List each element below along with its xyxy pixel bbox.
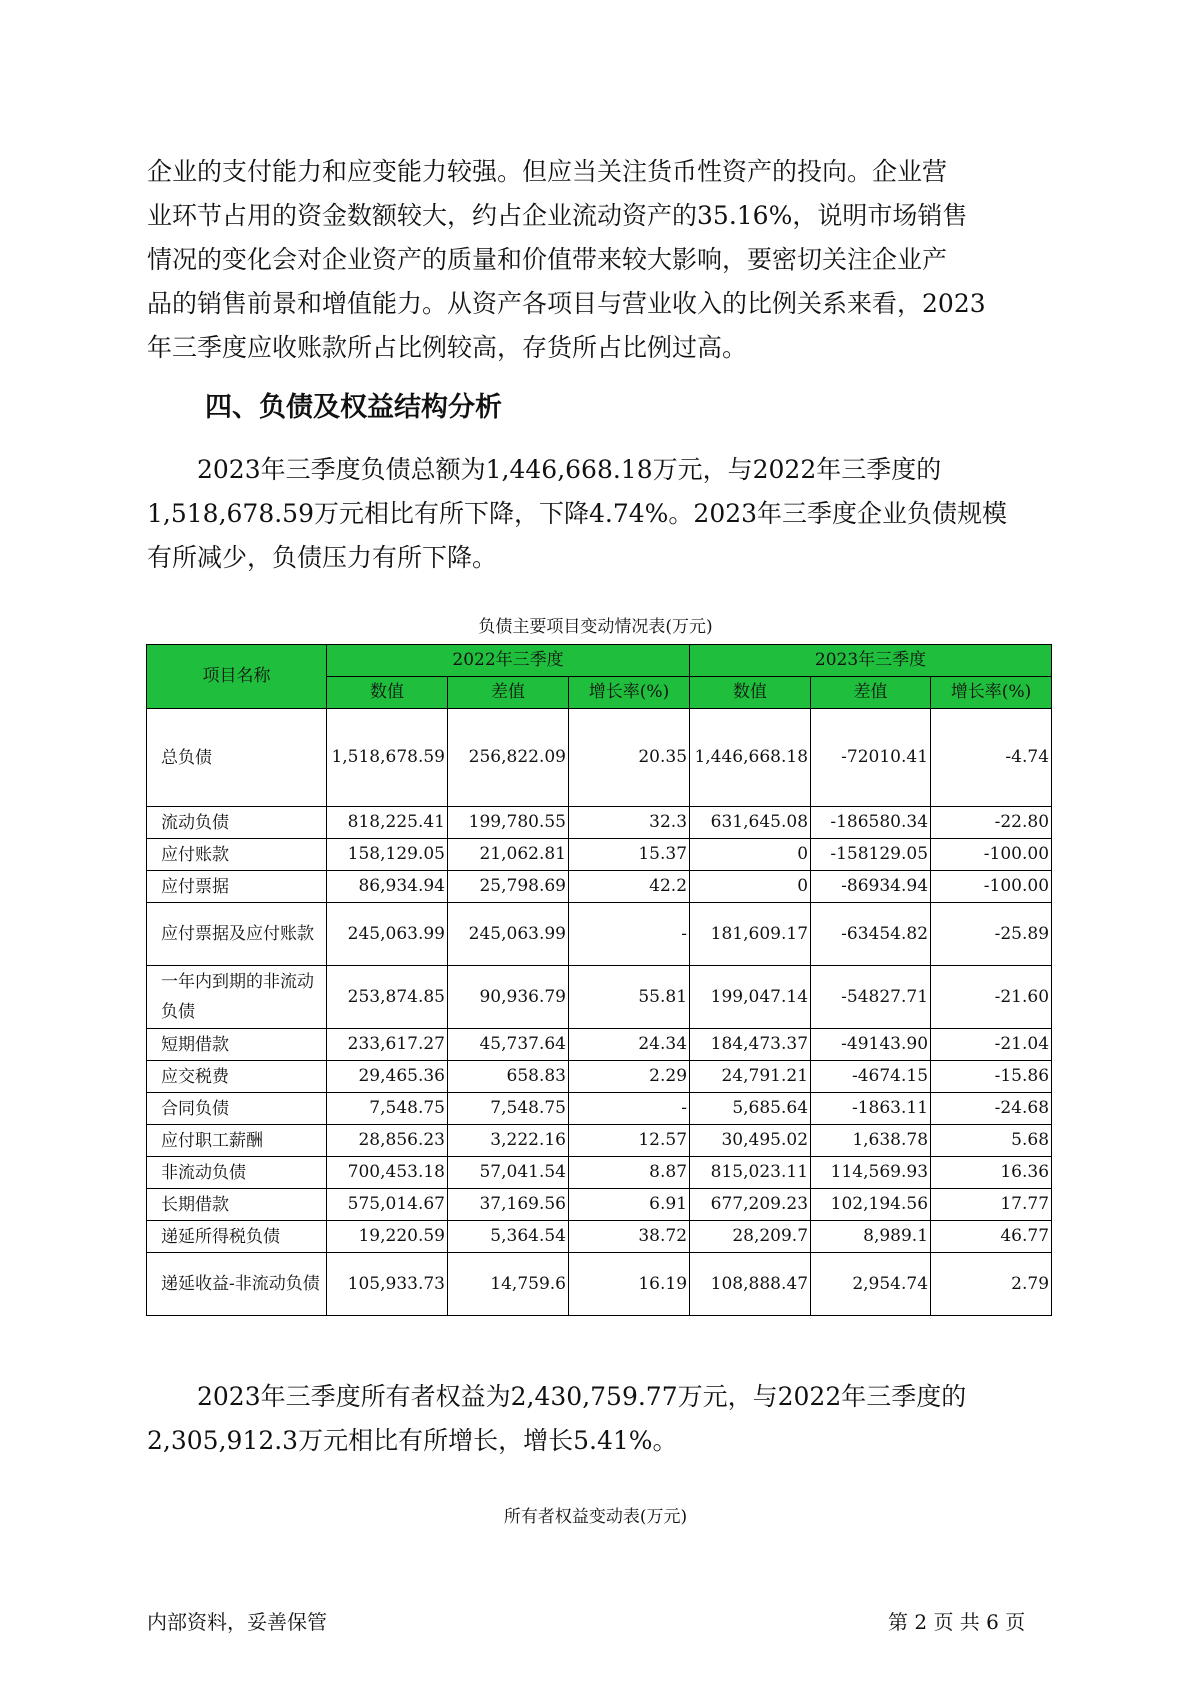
table-row — [147, 903, 1052, 966]
cell-value: 105,933.73 — [327, 1253, 448, 1316]
cell-value: 57,041.54 — [448, 1157, 569, 1189]
cell-value: 1,518,678.59 — [327, 709, 448, 807]
row-label: 合同负债 — [147, 1093, 327, 1125]
header-group-2023: 2023年三季度 — [690, 645, 1052, 677]
table-row — [147, 1029, 1052, 1061]
cell-value: 5.68 — [931, 1125, 1052, 1157]
cell-value: 233,617.27 — [327, 1029, 448, 1061]
cell-value: -72010.41 — [811, 709, 931, 807]
paragraph-asset-analysis — [147, 150, 1047, 370]
row-label: 应交税费 — [147, 1061, 327, 1093]
cell-value: 15.37 — [569, 839, 690, 871]
row-label: 应付票据 — [147, 871, 327, 903]
cell-value: 658.83 — [448, 1061, 569, 1093]
table-caption: 负债主要项目变动情况表(万元) — [478, 617, 713, 637]
cell-value: 38.72 — [569, 1221, 690, 1253]
cell-value: 37,169.56 — [448, 1189, 569, 1221]
table-row — [147, 1189, 1052, 1221]
table-row — [147, 1093, 1052, 1125]
cell-value: 158,129.05 — [327, 839, 448, 871]
cell-value: 631,645.08 — [690, 807, 811, 839]
header-group-2022: 2022年三季度 — [327, 645, 690, 677]
cell-value: 0 — [690, 871, 811, 903]
cell-value: -4674.15 — [811, 1061, 931, 1093]
cell-value: 575,014.67 — [327, 1189, 448, 1221]
cell-value: 181,609.17 — [690, 903, 811, 966]
cell-value: 30,495.02 — [690, 1125, 811, 1157]
cell-value: - — [569, 903, 690, 966]
cell-value: 20.35 — [569, 709, 690, 807]
row-label: 应付票据及应付账款 — [147, 903, 327, 966]
paragraph-line: 2,305,912.3万元相比有所增长，增长5.41%。 — [147, 1426, 678, 1455]
cell-value: -186580.34 — [811, 807, 931, 839]
paragraph-line: 业环节占用的资金数额较大，约占企业流动资产的35.16%，说明市场销售 — [147, 201, 968, 230]
cell-value: 46.77 — [931, 1221, 1052, 1253]
paragraph-equity-summary — [147, 1375, 1047, 1463]
cell-value: -25.89 — [931, 903, 1052, 966]
table-row — [147, 709, 1052, 807]
cell-value: 8.87 — [569, 1157, 690, 1189]
cell-value: 14,759.6 — [448, 1253, 569, 1316]
paragraph-line: 年三季度应收账款所占比例较高，存货所占比例过高。 — [147, 333, 748, 362]
cell-value: -21.04 — [931, 1029, 1052, 1061]
cell-value: - — [569, 1093, 690, 1125]
header-growth-2023: 增长率(%) — [931, 677, 1052, 709]
cell-value: -24.68 — [931, 1093, 1052, 1125]
cell-value: 24,791.21 — [690, 1061, 811, 1093]
cell-value: -63454.82 — [811, 903, 931, 966]
header-item-name: 项目名称 — [147, 645, 327, 709]
cell-value: -22.80 — [931, 807, 1052, 839]
paragraph-line: 品的销售前景和增值能力。从资产各项目与营业收入的比例关系来看，2023 — [147, 289, 986, 318]
equity-table-caption: 所有者权益变动表(万元) — [503, 1507, 688, 1527]
header-value-2022: 数值 — [327, 677, 448, 709]
cell-value: -49143.90 — [811, 1029, 931, 1061]
cell-value: -86934.94 — [811, 871, 931, 903]
cell-value: 818,225.41 — [327, 807, 448, 839]
cell-value: 7,548.75 — [448, 1093, 569, 1125]
paragraph-line: 有所减少，负债压力有所下降。 — [147, 543, 498, 572]
paragraph-line: 情况的变化会对企业资产的质量和价值带来较大影响，要密切关注企业产 — [147, 245, 948, 274]
cell-value: 184,473.37 — [690, 1029, 811, 1061]
section-heading: 四、负债及权益结构分析 — [205, 392, 502, 423]
cell-value: 5,364.54 — [448, 1221, 569, 1253]
cell-value: 17.77 — [931, 1189, 1052, 1221]
cell-value: 32.3 — [569, 807, 690, 839]
table-row — [147, 1221, 1052, 1253]
table-row — [147, 807, 1052, 839]
paragraph-line: 1,518,678.59万元相比有所下降，下降4.74%。2023年三季度企业负债规模 — [147, 499, 1008, 528]
cell-value: 108,888.47 — [690, 1253, 811, 1316]
cell-value: 42.2 — [569, 871, 690, 903]
footer-page-number: 第 2 页 共 6 页 — [888, 1610, 1026, 1634]
cell-value: 16.19 — [569, 1253, 690, 1316]
cell-value: 245,063.99 — [327, 903, 448, 966]
cell-value: 8,989.1 — [811, 1221, 931, 1253]
liability-table — [146, 644, 1052, 1316]
header-growth-2022: 增长率(%) — [569, 677, 690, 709]
cell-value: -158129.05 — [811, 839, 931, 871]
paragraph-liability-summary — [147, 448, 1047, 580]
cell-value: 16.36 — [931, 1157, 1052, 1189]
row-label: 长期借款 — [147, 1189, 327, 1221]
cell-value: 114,569.93 — [811, 1157, 931, 1189]
cell-value: -15.86 — [931, 1061, 1052, 1093]
row-label: 流动负债 — [147, 807, 327, 839]
table-row — [147, 966, 1052, 1029]
cell-value: 102,194.56 — [811, 1189, 931, 1221]
cell-value: 3,222.16 — [448, 1125, 569, 1157]
cell-value: 90,936.79 — [448, 966, 569, 1029]
cell-value: -100.00 — [931, 871, 1052, 903]
header-diff-2023: 差值 — [811, 677, 931, 709]
cell-value: 55.81 — [569, 966, 690, 1029]
cell-value: 28,856.23 — [327, 1125, 448, 1157]
cell-value: -21.60 — [931, 966, 1052, 1029]
cell-value: 45,737.64 — [448, 1029, 569, 1061]
cell-value: 1,446,668.18 — [690, 709, 811, 807]
row-label: 应付职工薪酬 — [147, 1125, 327, 1157]
cell-value: 253,874.85 — [327, 966, 448, 1029]
row-label: 应付账款 — [147, 839, 327, 871]
cell-value: 5,685.64 — [690, 1093, 811, 1125]
cell-value: 199,780.55 — [448, 807, 569, 839]
cell-value: 25,798.69 — [448, 871, 569, 903]
row-label: 短期借款 — [147, 1029, 327, 1061]
cell-value: 700,453.18 — [327, 1157, 448, 1189]
cell-value: 28,209.7 — [690, 1221, 811, 1253]
cell-value: -1863.11 — [811, 1093, 931, 1125]
cell-value: 6.91 — [569, 1189, 690, 1221]
cell-value: 199,047.14 — [690, 966, 811, 1029]
header-value-2023: 数值 — [690, 677, 811, 709]
cell-value: -54827.71 — [811, 966, 931, 1029]
cell-value: 2.79 — [931, 1253, 1052, 1316]
table-row — [147, 1157, 1052, 1189]
table-row — [147, 1061, 1052, 1093]
cell-value: 21,062.81 — [448, 839, 569, 871]
paragraph-line: 2023年三季度负债总额为1,446,668.18万元，与2022年三季度的 — [197, 455, 942, 484]
table-row — [147, 1125, 1052, 1157]
header-diff-2022: 差值 — [448, 677, 569, 709]
cell-value: 29,465.36 — [327, 1061, 448, 1093]
cell-value: 19,220.59 — [327, 1221, 448, 1253]
cell-value: 256,822.09 — [448, 709, 569, 807]
cell-value: -4.74 — [931, 709, 1052, 807]
cell-value: 7,548.75 — [327, 1093, 448, 1125]
table-row — [147, 839, 1052, 871]
row-label: 递延收益-非流动负债 — [147, 1253, 327, 1316]
row-label: 总负债 — [147, 709, 327, 807]
cell-value: 245,063.99 — [448, 903, 569, 966]
cell-value: 2.29 — [569, 1061, 690, 1093]
cell-value: 12.57 — [569, 1125, 690, 1157]
cell-value: 86,934.94 — [327, 871, 448, 903]
table-row — [147, 1253, 1052, 1316]
cell-value: 24.34 — [569, 1029, 690, 1061]
cell-value: 815,023.11 — [690, 1157, 811, 1189]
cell-value: -100.00 — [931, 839, 1052, 871]
row-label: 一年内到期的非流动负债 — [147, 966, 327, 1029]
paragraph-line: 企业的支付能力和应变能力较强。但应当关注货币性资产的投向。企业营 — [147, 157, 948, 186]
cell-value: 1,638.78 — [811, 1125, 931, 1157]
cell-value: 0 — [690, 839, 811, 871]
footer-confidential-note: 内部资料，妥善保管 — [147, 1610, 327, 1634]
cell-value: 677,209.23 — [690, 1189, 811, 1221]
table-row — [147, 871, 1052, 903]
row-label: 递延所得税负债 — [147, 1221, 327, 1253]
paragraph-line: 2023年三季度所有者权益为2,430,759.77万元，与2022年三季度的 — [197, 1382, 967, 1411]
row-label: 非流动负债 — [147, 1157, 327, 1189]
cell-value: 2,954.74 — [811, 1253, 931, 1316]
